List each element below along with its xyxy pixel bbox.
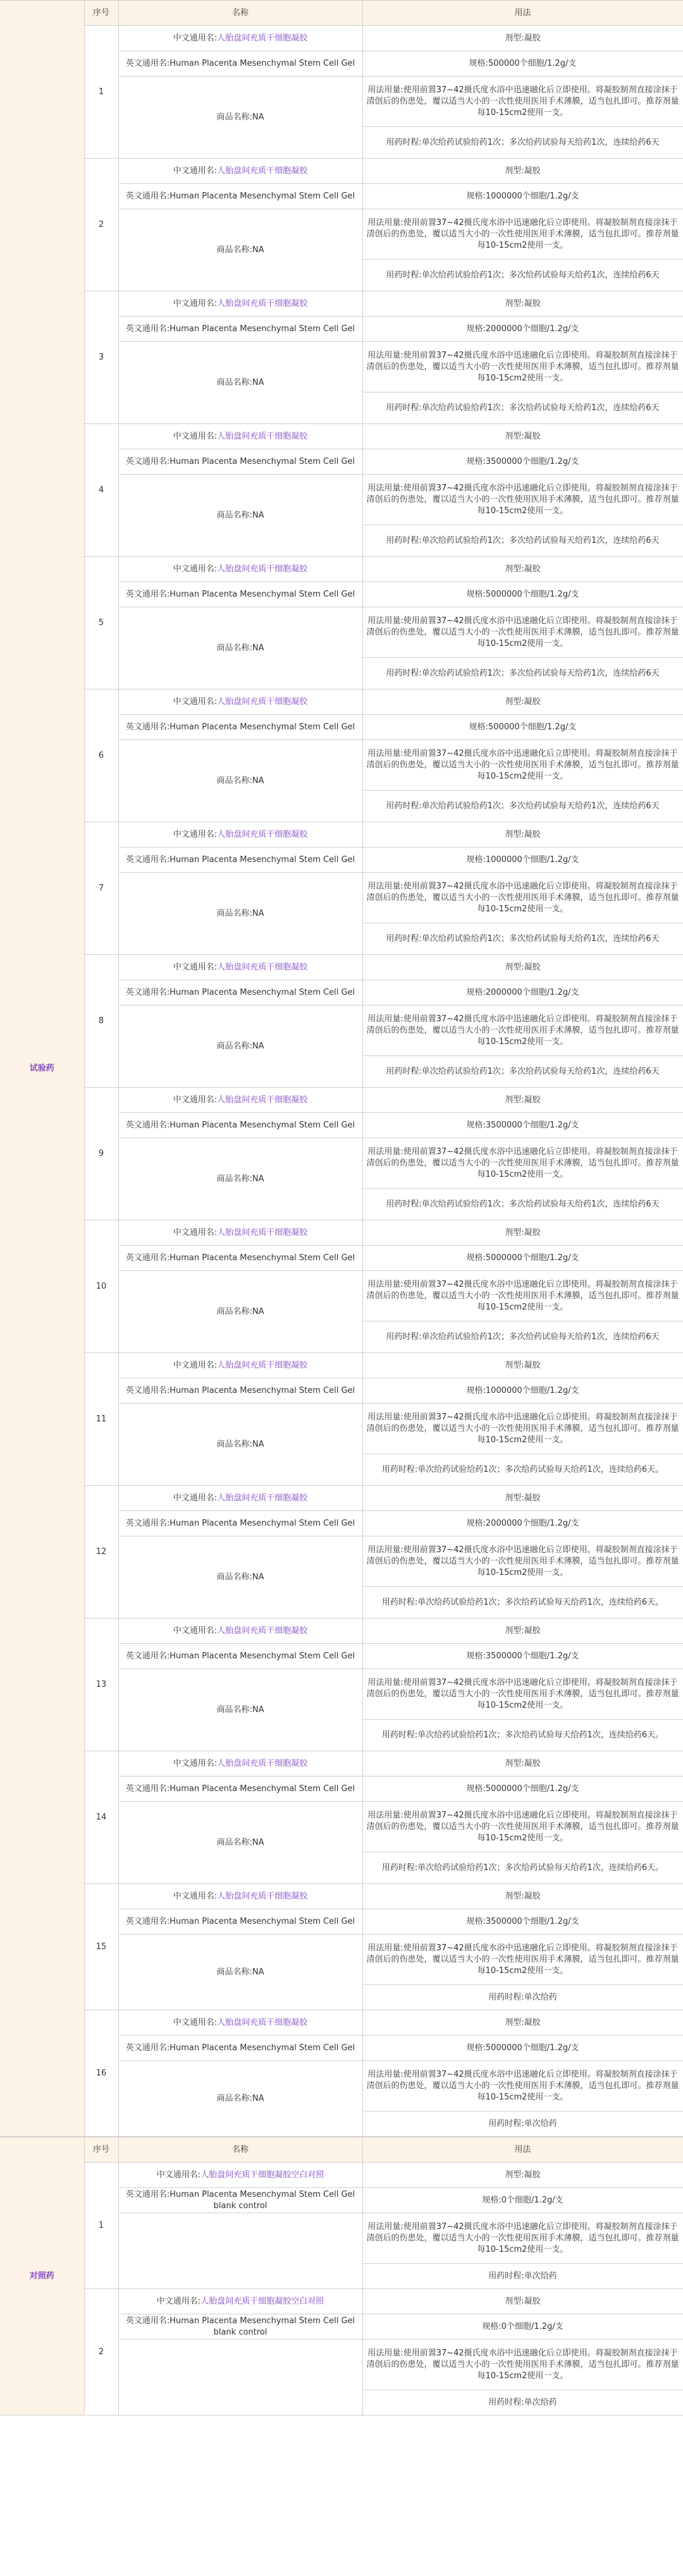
en-name-value: Human Placenta Mesenchymal Stem Cell Gel: [169, 58, 355, 68]
en-name-value: Human Placenta Mesenchymal Stem Cell Gel: [169, 456, 355, 466]
cn-name-label: 中文通用名:: [173, 564, 218, 574]
dosage-form: 剂型:凝胶: [362, 291, 683, 317]
trade-name-cell: [118, 342, 362, 424]
usage-dosage: 用法用量:使用前置37~42摄氏度水浴中迅速融化后立即使用。将凝胶制剂直接涂抹于清创后的伤患处，覆以适当大小的一次性使用医用手术薄膜，适当包扎即可。推荐剂量每10-15cm2使用一支。: [362, 607, 683, 658]
cn-name-value: 人胎盘间充质干细胞凝胶: [217, 33, 308, 43]
cn-name-cell: [118, 159, 362, 184]
header-no: 序号: [84, 2137, 118, 2163]
trade-name-label: 商品名称:: [216, 1837, 252, 1847]
item-number: 11: [84, 1353, 118, 1486]
specification: 规格:2000000个细胞/1.2g/支: [362, 980, 683, 1005]
cn-name-cell: [118, 26, 362, 51]
cn-name-label: 中文通用名:: [173, 431, 218, 441]
dosing-period: 用药时程:单次给药试验给药1次；多次给药试验每天给药1次，连续给药6天: [362, 392, 683, 424]
en-name-value: Human Placenta Mesenchymal Stem Cell Gel blank control: [169, 2316, 355, 2337]
cn-name-label: 中文通用名:: [173, 1227, 218, 1237]
dosing-period: 用药时程:单次给药试验给药1次；多次给药试验每天给药1次，连续给药6天: [362, 923, 683, 955]
cn-name-label: 中文通用名:: [173, 33, 218, 43]
dosage-form: 剂型:凝胶: [362, 1353, 683, 1378]
dosing-period: 用药时程:单次给药: [362, 2264, 683, 2289]
specification: 规格:500000个细胞/1.2g/支: [362, 715, 683, 740]
item-number: 1: [84, 2163, 118, 2289]
en-name-cell: [118, 1378, 362, 1404]
header-name: 名称: [118, 1, 362, 26]
item-number: 5: [84, 557, 118, 690]
trade-name-label: 商品名称:: [216, 1704, 252, 1715]
item-row: [0, 2010, 683, 2036]
item-row: [0, 1486, 683, 1511]
cn-name-cell: [118, 424, 362, 449]
category-text: 对照药: [29, 2271, 54, 2281]
cn-name-cell: [118, 1088, 362, 1113]
en-name-label: 英文通用名:: [125, 1518, 170, 1528]
trade-name-cell: [118, 1669, 362, 1751]
en-name-cell: [118, 848, 362, 873]
trade-name-value: NA: [252, 377, 264, 387]
usage-dosage: 用法用量:使用前置37~42摄氏度水浴中迅速融化后立即使用。将凝胶制剂直接涂抹于清创后的伤患处，覆以适当大小的一次性使用医用手术薄膜，适当包扎即可。推荐剂量每10-15cm2使用一支。: [362, 1138, 683, 1189]
trade-name-cell: [118, 2340, 362, 2415]
usage-dosage: 用法用量:使用前置37~42摄氏度水浴中迅速融化后立即使用。将凝胶制剂直接涂抹于清创后的伤患处，覆以适当大小的一次性使用医用手术薄膜，适当包扎即可。推荐剂量每10-15cm2使用一支。: [362, 1404, 683, 1454]
cn-name-value: 人胎盘间充质干细胞凝胶: [217, 1625, 308, 1636]
usage-dosage: 用法用量:使用前置37~42摄氏度水浴中迅速融化后立即使用。将凝胶制剂直接涂抹于清创后的伤患处，覆以适当大小的一次性使用医用手术薄膜，适当包扎即可。推荐剂量每10-15cm2使用一支。: [362, 1005, 683, 1056]
en-name-label: 英文通用名:: [125, 2189, 170, 2199]
cn-name-label: 中文通用名:: [173, 696, 218, 707]
en-name-label: 英文通用名:: [125, 191, 170, 201]
item-number: 3: [84, 291, 118, 424]
item-number: 8: [84, 955, 118, 1088]
cn-name-value: 人胎盘间充质干细胞凝胶空白对照: [200, 2296, 324, 2306]
trade-name-value: NA: [252, 112, 264, 122]
usage-dosage: 用法用量:使用前置37~42摄氏度水浴中迅速融化后立即使用。将凝胶制剂直接涂抹于清创后的伤患处，覆以适当大小的一次性使用医用手术薄膜，适当包扎即可。推荐剂量每10-15cm2使用一支。: [362, 475, 683, 525]
en-name-cell: [118, 1777, 362, 1802]
en-name-cell: [118, 1511, 362, 1536]
trade-name-value: NA: [252, 908, 264, 918]
group-table: [0, 2137, 683, 2415]
item-number: 14: [84, 1751, 118, 1884]
item-row: [0, 1353, 683, 1378]
trade-name-cell: [118, 475, 362, 557]
trade-name-cell: [118, 1138, 362, 1220]
item-number: 2: [84, 2289, 118, 2415]
header-usage: 用法: [362, 2137, 683, 2163]
specification: 规格:5000000个细胞/1.2g/支: [362, 2036, 683, 2061]
cn-name-value: 人胎盘间充质干细胞凝胶: [217, 1360, 308, 1370]
dosage-form: 剂型:凝胶: [362, 822, 683, 848]
trade-name-value: NA: [252, 775, 264, 786]
dosage-form: 剂型:凝胶: [362, 1619, 683, 1644]
usage-dosage: 用法用量:使用前置37~42摄氏度水浴中迅速融化后立即使用。将凝胶制剂直接涂抹于清创后的伤患处，覆以适当大小的一次性使用医用手术薄膜，适当包扎即可。推荐剂量每10-15cm2使用一支。: [362, 1802, 683, 1852]
trade-name-cell: [118, 1271, 362, 1353]
cn-name-cell: [118, 1353, 362, 1378]
trade-name-cell: [118, 1005, 362, 1088]
specification: 规格:2000000个细胞/1.2g/支: [362, 1511, 683, 1536]
specification: 规格:3500000个细胞/1.2g/支: [362, 1113, 683, 1138]
cn-name-value: 人胎盘间充质干细胞凝胶空白对照: [200, 2170, 324, 2180]
cn-name-value: 人胎盘间充质干细胞凝胶: [217, 564, 308, 574]
category-label: [0, 1, 84, 2137]
trade-name-label: 商品名称:: [216, 1041, 252, 1051]
specification: 规格:5000000个细胞/1.2g/支: [362, 582, 683, 607]
cn-name-cell: [118, 690, 362, 715]
item-row: [0, 955, 683, 980]
item-row: [0, 2289, 683, 2314]
item-row: [0, 690, 683, 715]
usage-dosage: 用法用量:使用前置37~42摄氏度水浴中迅速融化后立即使用。将凝胶制剂直接涂抹于清创后的伤患处，覆以适当大小的一次性使用医用手术薄膜，适当包扎即可。推荐剂量每10-15cm2使用一支。: [362, 76, 683, 127]
en-name-label: 英文通用名:: [125, 1385, 170, 1395]
item-row: [0, 291, 683, 317]
en-name-value: Human Placenta Mesenchymal Stem Cell Gel: [169, 2043, 355, 2053]
en-name-label: 英文通用名:: [125, 589, 170, 599]
dosing-period: 用药时程:单次给药试验给药1次；多次给药试验每天给药1次，连续给药6天。: [362, 1852, 683, 1884]
cn-name-value: 人胎盘间充质干细胞凝胶: [217, 2017, 308, 2027]
item-row: [0, 822, 683, 848]
usage-dosage: 用法用量:使用前置37~42摄氏度水浴中迅速融化后立即使用。将凝胶制剂直接涂抹于清创后的伤患处，覆以适当大小的一次性使用医用手术薄膜，适当包扎即可。推荐剂量每10-15cm2使用一支。: [362, 342, 683, 392]
cn-name-cell: [118, 1220, 362, 1246]
cn-name-value: 人胎盘间充质干细胞凝胶: [217, 1891, 308, 1901]
en-name-cell: [118, 715, 362, 740]
category-label: [0, 2137, 84, 2415]
en-name-value: Human Placenta Mesenchymal Stem Cell Gel: [169, 1120, 355, 1130]
dosage-form: 剂型:凝胶: [362, 1751, 683, 1777]
item-number: 4: [84, 424, 118, 557]
cn-name-value: 人胎盘间充质干细胞凝胶: [217, 962, 308, 972]
en-name-value: Human Placenta Mesenchymal Stem Cell Gel: [169, 1253, 355, 1263]
usage-dosage: 用法用量:使用前置37~42摄氏度水浴中迅速融化后立即使用。将凝胶制剂直接涂抹于清创后的伤患处，覆以适当大小的一次性使用医用手术薄膜，适当包扎即可。推荐剂量每10-15cm2使用一支。: [362, 1935, 683, 1985]
item-number: 7: [84, 822, 118, 955]
item-number: 16: [84, 2010, 118, 2137]
en-name-value: Human Placenta Mesenchymal Stem Cell Gel: [169, 1651, 355, 1661]
cn-name-cell: [118, 955, 362, 980]
cn-name-value: 人胎盘间充质干细胞凝胶: [217, 1758, 308, 1768]
item-number: 2: [84, 159, 118, 291]
cn-name-cell: [118, 291, 362, 317]
item-number: 6: [84, 690, 118, 822]
en-name-cell: [118, 51, 362, 76]
cn-name-value: 人胎盘间充质干细胞凝胶: [217, 1493, 308, 1503]
trade-name-cell: [118, 76, 362, 159]
en-name-cell: [118, 1909, 362, 1935]
en-name-label: 英文通用名:: [125, 1120, 170, 1130]
item-row: [0, 1751, 683, 1777]
cn-name-label: 中文通用名:: [173, 1625, 218, 1636]
specification: 规格:0个细胞/1.2g/支: [362, 2188, 683, 2213]
cn-name-label: 中文通用名:: [173, 1493, 218, 1503]
cn-name-value: 人胎盘间充质干细胞凝胶: [217, 298, 308, 308]
dosing-period: 用药时程:单次给药试验给药1次；多次给药试验每天给药1次，连续给药6天。: [362, 1454, 683, 1486]
trade-name-label: 商品名称:: [216, 112, 252, 122]
dosing-period: 用药时程:单次给药: [362, 2111, 683, 2137]
dosing-period: 用药时程:单次给药: [362, 1985, 683, 2010]
item-row: [0, 557, 683, 582]
header-row: [0, 1, 683, 26]
usage-dosage: 用法用量:使用前置37~42摄氏度水浴中迅速融化后立即使用。将凝胶制剂直接涂抹于清创后的伤患处，覆以适当大小的一次性使用医用手术薄膜，适当包扎即可。推荐剂量每10-15cm2使用一支。: [362, 1536, 683, 1587]
cn-name-label: 中文通用名:: [173, 2017, 218, 2027]
en-name-cell: [118, 1644, 362, 1669]
en-name-cell: [118, 184, 362, 209]
cn-name-label: 中文通用名:: [156, 2296, 201, 2306]
dosage-form: 剂型:凝胶: [362, 424, 683, 449]
trade-name-value: NA: [252, 1837, 264, 1847]
specification: 规格:1000000个细胞/1.2g/支: [362, 184, 683, 209]
trade-name-value: NA: [252, 1572, 264, 1582]
item-number: 9: [84, 1088, 118, 1220]
en-name-label: 英文通用名:: [125, 456, 170, 466]
dosing-period: 用药时程:单次给药试验给药1次；多次给药试验每天给药1次，连续给药6天: [362, 260, 683, 291]
specification: 规格:3500000个细胞/1.2g/支: [362, 449, 683, 475]
usage-dosage: 用法用量:使用前置37~42摄氏度水浴中迅速融化后立即使用。将凝胶制剂直接涂抹于清创后的伤患处，覆以适当大小的一次性使用医用手术薄膜，适当包扎即可。推荐剂量每10-15cm2使用一支。: [362, 209, 683, 260]
item-row: [0, 1619, 683, 1644]
trade-name-label: 商品名称:: [216, 1967, 252, 1977]
item-number: 12: [84, 1486, 118, 1619]
header-no: 序号: [84, 1, 118, 26]
cn-name-label: 中文通用名:: [173, 829, 218, 839]
trade-name-value: NA: [252, 1439, 264, 1449]
trade-name-cell: [118, 1536, 362, 1619]
trade-name-value: NA: [252, 1306, 264, 1316]
cn-name-cell: [118, 1884, 362, 1909]
category-text: 试验药: [29, 1063, 54, 1073]
specification: 规格:0个细胞/1.2g/支: [362, 2314, 683, 2340]
en-name-label: 英文通用名:: [125, 2043, 170, 2053]
header-row: [0, 2137, 683, 2163]
en-name-cell: [118, 2314, 362, 2340]
trade-name-cell: [118, 1404, 362, 1486]
specification: 规格:1000000个细胞/1.2g/支: [362, 1378, 683, 1404]
dosage-form: 剂型:凝胶: [362, 2289, 683, 2314]
trade-name-cell: [118, 740, 362, 822]
cn-name-value: 人胎盘间充质干细胞凝胶: [217, 166, 308, 176]
cn-name-label: 中文通用名:: [173, 166, 218, 176]
item-number: 1: [84, 26, 118, 159]
trade-name-label: 商品名称:: [216, 377, 252, 387]
cn-name-cell: [118, 557, 362, 582]
cn-name-cell: [118, 2289, 362, 2314]
item-row: [0, 2163, 683, 2188]
cn-name-cell: [118, 2163, 362, 2188]
trade-name-value: NA: [252, 1041, 264, 1051]
en-name-cell: [118, 317, 362, 342]
cn-name-label: 中文通用名:: [173, 1758, 218, 1768]
cn-name-value: 人胎盘间充质干细胞凝胶: [217, 431, 308, 441]
dosing-period: 用药时程:单次给药试验给药1次；多次给药试验每天给药1次，连续给药6天: [362, 525, 683, 557]
trade-name-cell: [118, 209, 362, 291]
cn-name-label: 中文通用名:: [156, 2170, 201, 2180]
trade-name-label: 商品名称:: [216, 1306, 252, 1316]
en-name-value: Human Placenta Mesenchymal Stem Cell Gel: [169, 722, 355, 732]
dosage-form: 剂型:凝胶: [362, 1220, 683, 1246]
specification: 规格:500000个细胞/1.2g/支: [362, 51, 683, 76]
trade-name-value: NA: [252, 2093, 264, 2103]
cn-name-value: 人胎盘间充质干细胞凝胶: [217, 1227, 308, 1237]
dosage-form: 剂型:凝胶: [362, 557, 683, 582]
specification: 规格:5000000个细胞/1.2g/支: [362, 1777, 683, 1802]
item-number: 15: [84, 1884, 118, 2010]
cn-name-value: 人胎盘间充质干细胞凝胶: [217, 696, 308, 707]
dosage-form: 剂型:凝胶: [362, 955, 683, 980]
en-name-cell: [118, 1246, 362, 1271]
item-number: 10: [84, 1220, 118, 1353]
usage-dosage: 用法用量:使用前置37~42摄氏度水浴中迅速融化后立即使用。将凝胶制剂直接涂抹于清创后的伤患处，覆以适当大小的一次性使用医用手术薄膜，适当包扎即可。推荐剂量每10-15cm2使用一支。: [362, 2213, 683, 2264]
item-row: [0, 159, 683, 184]
trade-name-cell: [118, 1935, 362, 2010]
dosage-form: 剂型:凝胶: [362, 2163, 683, 2188]
en-name-value: Human Placenta Mesenchymal Stem Cell Gel: [169, 987, 355, 997]
trade-name-label: 商品名称:: [216, 1439, 252, 1449]
trade-name-label: 商品名称:: [216, 2093, 252, 2103]
cn-name-label: 中文通用名:: [173, 962, 218, 972]
trade-name-value: NA: [252, 1967, 264, 1977]
header-usage: 用法: [362, 1, 683, 26]
specification: 规格:5000000个细胞/1.2g/支: [362, 1246, 683, 1271]
cn-name-value: 人胎盘间充质干细胞凝胶: [217, 829, 308, 839]
trade-name-label: 商品名称:: [216, 775, 252, 786]
dosing-period: 用药时程:单次给药试验给药1次；多次给药试验每天给药1次，连续给药6天: [362, 1321, 683, 1353]
en-name-label: 英文通用名:: [125, 854, 170, 865]
en-name-value: Human Placenta Mesenchymal Stem Cell Gel: [169, 854, 355, 865]
en-name-cell: [118, 449, 362, 475]
dosing-period: 用药时程:单次给药试验给药1次；多次给药试验每天给药1次，连续给药6天: [362, 1056, 683, 1088]
en-name-value: Human Placenta Mesenchymal Stem Cell Gel: [169, 1385, 355, 1395]
item-row: [0, 1884, 683, 1909]
specification: 规格:3500000个细胞/1.2g/支: [362, 1644, 683, 1669]
trade-name-cell: [118, 607, 362, 690]
specification: 规格:3500000个细胞/1.2g/支: [362, 1909, 683, 1935]
dosage-form: 剂型:凝胶: [362, 26, 683, 51]
usage-dosage: 用法用量:使用前置37~42摄氏度水浴中迅速融化后立即使用。将凝胶制剂直接涂抹于清创后的伤患处，覆以适当大小的一次性使用医用手术薄膜，适当包扎即可。推荐剂量每10-15cm2使用一支。: [362, 740, 683, 791]
en-name-label: 英文通用名:: [125, 1783, 170, 1794]
cn-name-cell: [118, 1619, 362, 1644]
cn-name-label: 中文通用名:: [173, 298, 218, 308]
en-name-value: Human Placenta Mesenchymal Stem Cell Gel blank control: [169, 2189, 355, 2211]
en-name-value: Human Placenta Mesenchymal Stem Cell Gel: [169, 1518, 355, 1528]
en-name-cell: [118, 2188, 362, 2213]
trade-name-value: NA: [252, 510, 264, 520]
cn-name-cell: [118, 1751, 362, 1777]
dosing-period: 用药时程:单次给药试验给药1次；多次给药试验每天给药1次，连续给药6天。: [362, 1587, 683, 1619]
usage-dosage: 用法用量:使用前置37~42摄氏度水浴中迅速融化后立即使用。将凝胶制剂直接涂抹于清创后的伤患处，覆以适当大小的一次性使用医用手术薄膜，适当包扎即可。推荐剂量每10-15cm2使用一支。: [362, 2340, 683, 2390]
en-name-label: 英文通用名:: [125, 1916, 170, 1926]
cn-name-cell: [118, 1486, 362, 1511]
en-name-value: Human Placenta Mesenchymal Stem Cell Gel: [169, 589, 355, 599]
dosage-form: 剂型:凝胶: [362, 690, 683, 715]
en-name-cell: [118, 1113, 362, 1138]
item-row: [0, 26, 683, 51]
dosage-form: 剂型:凝胶: [362, 1088, 683, 1113]
trade-name-value: NA: [252, 245, 264, 255]
dosing-period: 用药时程:单次给药试验给药1次；多次给药试验每天给药1次，连续给药6天: [362, 127, 683, 159]
en-name-cell: [118, 2036, 362, 2061]
en-name-value: Human Placenta Mesenchymal Stem Cell Gel: [169, 1916, 355, 1926]
item-row: [0, 1220, 683, 1246]
en-name-label: 英文通用名:: [125, 2316, 170, 2326]
en-name-label: 英文通用名:: [125, 1651, 170, 1661]
dosage-form: 剂型:凝胶: [362, 1884, 683, 1909]
dosage-form: 剂型:凝胶: [362, 2010, 683, 2036]
cn-name-cell: [118, 2010, 362, 2036]
dosing-period: 用药时程:单次给药试验给药1次；多次给药试验每天给药1次，连续给药6天: [362, 658, 683, 690]
trade-name-label: 商品名称:: [216, 510, 252, 520]
trade-name-cell: [118, 1802, 362, 1884]
item-row: [0, 1088, 683, 1113]
cn-name-value: 人胎盘间充质干细胞凝胶: [217, 1095, 308, 1105]
usage-dosage: 用法用量:使用前置37~42摄氏度水浴中迅速融化后立即使用。将凝胶制剂直接涂抹于清创后的伤患处，覆以适当大小的一次性使用医用手术薄膜，适当包扎即可。推荐剂量每10-15cm2使用一支。: [362, 2061, 683, 2111]
specification: 规格:2000000个细胞/1.2g/支: [362, 317, 683, 342]
trade-name-value: NA: [252, 1174, 264, 1184]
en-name-label: 英文通用名:: [125, 1253, 170, 1263]
trade-name-cell: [118, 2213, 362, 2289]
header-name: 名称: [118, 2137, 362, 2163]
cn-name-label: 中文通用名:: [173, 1891, 218, 1901]
cn-name-label: 中文通用名:: [173, 1360, 218, 1370]
en-name-cell: [118, 980, 362, 1005]
trade-name-label: 商品名称:: [216, 908, 252, 918]
trade-name-value: NA: [252, 1704, 264, 1715]
trade-name-cell: [118, 873, 362, 955]
dosing-period: 用药时程:单次给药: [362, 2390, 683, 2415]
trade-name-label: 商品名称:: [216, 245, 252, 255]
trade-name-label: 商品名称:: [216, 1174, 252, 1184]
en-name-label: 英文通用名:: [125, 987, 170, 997]
dosing-period: 用药时程:单次给药试验给药1次；多次给药试验每天给药1次，连续给药6天。: [362, 1720, 683, 1751]
en-name-label: 英文通用名:: [125, 324, 170, 334]
en-name-label: 英文通用名:: [125, 58, 170, 68]
dosing-period: 用药时程:单次给药试验给药1次；多次给药试验每天给药1次，连续给药6天: [362, 791, 683, 822]
dosage-form: 剂型:凝胶: [362, 1486, 683, 1511]
usage-dosage: 用法用量:使用前置37~42摄氏度水浴中迅速融化后立即使用。将凝胶制剂直接涂抹于清创后的伤患处，覆以适当大小的一次性使用医用手术薄膜，适当包扎即可。推荐剂量每10-15cm2使用一支。: [362, 1669, 683, 1720]
en-name-value: Human Placenta Mesenchymal Stem Cell Gel: [169, 324, 355, 334]
trade-name-value: NA: [252, 643, 264, 653]
trade-name-cell: [118, 2061, 362, 2137]
cn-name-label: 中文通用名:: [173, 1095, 218, 1105]
usage-dosage: 用法用量:使用前置37~42摄氏度水浴中迅速融化后立即使用。将凝胶制剂直接涂抹于清创后的伤患处，覆以适当大小的一次性使用医用手术薄膜，适当包扎即可。推荐剂量每10-15cm2使用一支。: [362, 1271, 683, 1321]
en-name-label: 英文通用名:: [125, 722, 170, 732]
usage-dosage: 用法用量:使用前置37~42摄氏度水浴中迅速融化后立即使用。将凝胶制剂直接涂抹于清创后的伤患处，覆以适当大小的一次性使用医用手术薄膜，适当包扎即可。推荐剂量每10-15cm2使用一支。: [362, 873, 683, 923]
en-name-value: Human Placenta Mesenchymal Stem Cell Gel: [169, 1783, 355, 1794]
item-number: 13: [84, 1619, 118, 1751]
cn-name-cell: [118, 822, 362, 848]
specification: 规格:1000000个细胞/1.2g/支: [362, 848, 683, 873]
en-name-value: Human Placenta Mesenchymal Stem Cell Gel: [169, 191, 355, 201]
en-name-cell: [118, 582, 362, 607]
trade-name-label: 商品名称:: [216, 1572, 252, 1582]
trade-name-label: 商品名称:: [216, 643, 252, 653]
item-row: [0, 424, 683, 449]
dosing-period: 用药时程:单次给药试验给药1次；多次给药试验每天给药1次，连续给药6天: [362, 1189, 683, 1220]
dosage-form: 剂型:凝胶: [362, 159, 683, 184]
